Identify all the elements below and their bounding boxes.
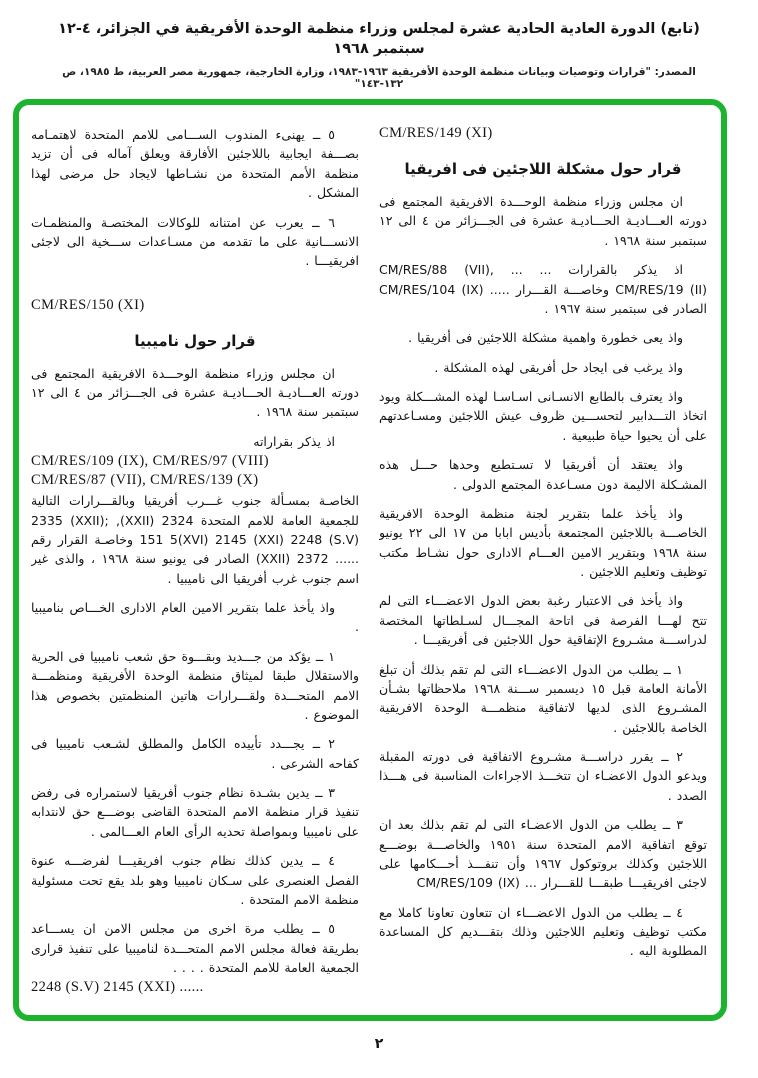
column-right-res149 (379, 115, 707, 1015)
res150-item-1: ١ ــ يؤكد من جـــديد وبقـــوة حق شعب ناميبيا فى الحرية والاستقلال طبقا لميثاق منظمة الوحدة الأفريقية ومنظمـــة الامم المتحـــدة ولقـــرارات هاتين المنظمتين بخصوص هذا الموضوع . (31, 648, 359, 722)
res149-considering-clause: واذ يأخذ فى الاعتبار رغبة بعض الدول الاعضـــاء التى لم تتح لهـــا الفرصة فى اتاحة المجـــال لسـلطاتها المختصة لدراســـة مشـروع الإتفاقية حول اللاجئين فى أفريقيـــا . (379, 593, 707, 648)
res150-trailing-resolution-codes: 2248 (S.V) 2145 (XXI) ...... (31, 979, 204, 996)
res149-item-2: ٢ ــ يقرر دراســـة مشـروع الاتفاقية فى دورته المقبلة ويدعو الدول الاعضـاء ان تتخـــذ الاجراءات المناسبة فى هـــذا الصدد . (379, 749, 707, 803)
res150-item-4: ٤ ــ يدين كذلك نظام جنوب افريقيـــا لفرضـــه عنوة الفصل العنصرى على سـكان ناميبيا وهو بلد يقع تحت مسئولية منظمة الامم المتحدة . (31, 853, 359, 907)
res149-item-3: ٣ ــ يطلب من الدول الاعضـاء التى لم تقم بذلك بعد ان توقع اتفاقية الامم المتحدة سنة ١٩٥١ والخاصـــة بوضـــع اللاجئين وكذلك بروتوكول ١٩٦٧ وأن تنفـــذ أحـــكامها على لاجئى افريقيـــا طبقـــا للقـــرار ... CM/RES/109 (IX) (379, 817, 707, 891)
res149-item-5: ٥ ــ يهنىء المندوب الســـامى للامم المتحدة لاهتمـامه بصـــفة ايجابية باللاجئين الأفارقة ويعلق آماله فى أن تزيد منظمة الأمم المتحدة من نشـاطها لايجاد حل مرضى لهذا المشكل . (31, 127, 359, 201)
source-citation-line: المصدر: "قرارات وتوصيات وبيانات منظمة الوحدة الأفريقية ١٩٦٣-١٩٨٣، وزارة الخارجية، جمهورية مصر العربية، ط ١٩٨٥، ص ١٣٢-١٤٣" (62, 66, 696, 91)
res150-resolutions-clause: الخاصـة بمسـألة جنوب غـــرب أفريقيا وبالقـــرارات التالية للجمعية العامة للامم المتحدة 2324 (XXII), 2335 (XXII); 151 5(XVI) 2145 (XXI) 2248 (S.V) وخاصـة القرار رقم ...... 2372 (XXII) الصادر فى يونيو سنة ١٩٦٨ ، والذى غير اسم جنوب غرب أفريقيا الى ناميبيا . (31, 493, 359, 586)
res150-code: CM/RES/150 (XI) (31, 296, 145, 313)
res149-desire-clause: واذ يرغب فى ايجاد حل أفريقى لهذه المشكلة . (434, 359, 683, 375)
column-left-res150 (31, 115, 359, 1015)
res150-resolution-codes-1: CM/RES/109 (IX), CM/RES/97 (VIII) (31, 453, 269, 470)
res149-code: CM/RES/149 (XI) (379, 125, 493, 141)
res149-noting-report-clause: واذ يأخذ علما بتقرير لجنة منظمة الوحدة الافريقية الخاصـــة باللاجئين المجتمعة بأديس ابابا من ١٧ الى ٢٢ يونيو سنة ١٩٦٨ وبتقرير الامين العـــام الادارى حول نشـاط مكتب توظيف وتعليم اللاجئين . (379, 505, 707, 579)
res149-title: قرار حول مشكلة اللاجئين فى افريقيا (404, 160, 682, 178)
res149-recognize-clause: واذ يعترف بالطابع الانسـانى اسـاسـا لهذه المشـــكلة ويود اتخاذ التـــدابير لتحســـين ظروف عيش اللاجئين ومسـاعدتهم على أن يحيوا حياة طبيعية . (379, 389, 707, 443)
res149-aware-clause: واذ يعى خطورة واهمية مشكلة اللاجئين فى أفريقيا . (408, 330, 683, 346)
session-title-line: (تابع) الدورة العادية الحادية عشرة لمجلس وزراء منظمة الوحدة الأفريقية في الجزائر، ٤-١٢ سبتمبر ١٩٦٨ (58, 21, 700, 57)
res150-item-3: ٣ ــ يدين بشـدة نظام جنوب أفريقيا لاستمراره فى رفض تنفيذ قرار منظمة الامم المتحدة القاضى بوضـــع حق لانتدابه على ناميبيا وبمواصلة تحديه الرأى العام العـــالمى . (31, 785, 359, 839)
res149-item-4: ٤ ــ يطلب من الدول الاعضـــاء ان تتعاون تعاونا كاملا مع مكتب توظيف وتعليم اللاجئين وذلك بتقـــديم كل المساعدة المطلوبة اليه . (379, 904, 707, 959)
res149-item-6: ٦ ــ يعرب عن امتنانه للوكالات المختصـة والمنظمـات الانســـانية على ما تقدمه من مسـاعدات ســـخية الى لاجئى افريقيـــا . (31, 214, 359, 269)
res149-believe-clause: واذ يعتقد أن أفريقيا لا تسـتطيع وحدها حـــل هذه المشـكلة الاليمة دون مسـاعدة المجتمع الدولى . (379, 457, 707, 492)
res150-recall-clause: اذ يذكر بقراراته (253, 433, 335, 449)
res150-item-2: ٢ ــ يجـــدد تأييده الكامل والمطلق لشـعب ناميبيا فى كفاحه الشرعى . (31, 736, 359, 771)
res150-preamble: ان مجلس وزراء منظمة الوحـــدة الافريقية المجتمع فى دورته العـــاديـة الحـــاديـة عشرة فى الجـــزائر من ٤ الى ١٢ سبتمبر سنة ١٩٦٨ . (31, 365, 359, 420)
page-header (0, 20, 758, 90)
res150-title: قرار حول ناميبيا (134, 331, 256, 350)
res150-item-5: ٥ ــ يطلب مرة اخرى من مجلس الامن ان يســـاعد بطريقة فعالة مجلس الامم المتحـــدة لناميبيا على تنفيذ قرارى الجمعية العامة للامم المتحدة . . . . (31, 921, 359, 975)
res149-preamble: ان مجلس وزراء منظمة الوحـــدة الافريقية المجتمع فى دورته العـــاديـة الحـــاديـة عشرة فى الجـــزائر من ٤ الى ١٢ سبتمبر سنة ١٩٦٨ . (379, 194, 707, 248)
res149-item-1: ١ ــ يطلب من الدول الاعضـــاء التى لم تقم بذلك أن تبلغ الأمانة العامة قبل ١٥ ديسمبر ســـنة ١٩٦٨ ملاحظاتها بشـأن المشـروع الذى لديها لاتفاقية منظمـــة الوحدة الافريقية الخاصة باللاجئين . (379, 661, 707, 735)
two-column-body (31, 115, 707, 1015)
res150-noting-report-clause: واذ يأخذ علما بتقرير الامين العام الادارى الخـــاص بناميبيا . (31, 600, 359, 635)
res149-recall-clause: اذ يذكر بالقرارات ... CM/RES/88 (VII), ... CM/RES/19 (II) وخاصـــة القـــرار ..... CM/RES/104 (IX) الصادر فى سبتمبر سنة ١٩٦٧ . (379, 262, 707, 316)
green-border-frame (13, 99, 727, 1021)
res150-resolution-codes-2: CM/RES/87 (VII), CM/RES/139 (X) (31, 472, 259, 489)
page-number: ٢ (374, 1036, 384, 1052)
